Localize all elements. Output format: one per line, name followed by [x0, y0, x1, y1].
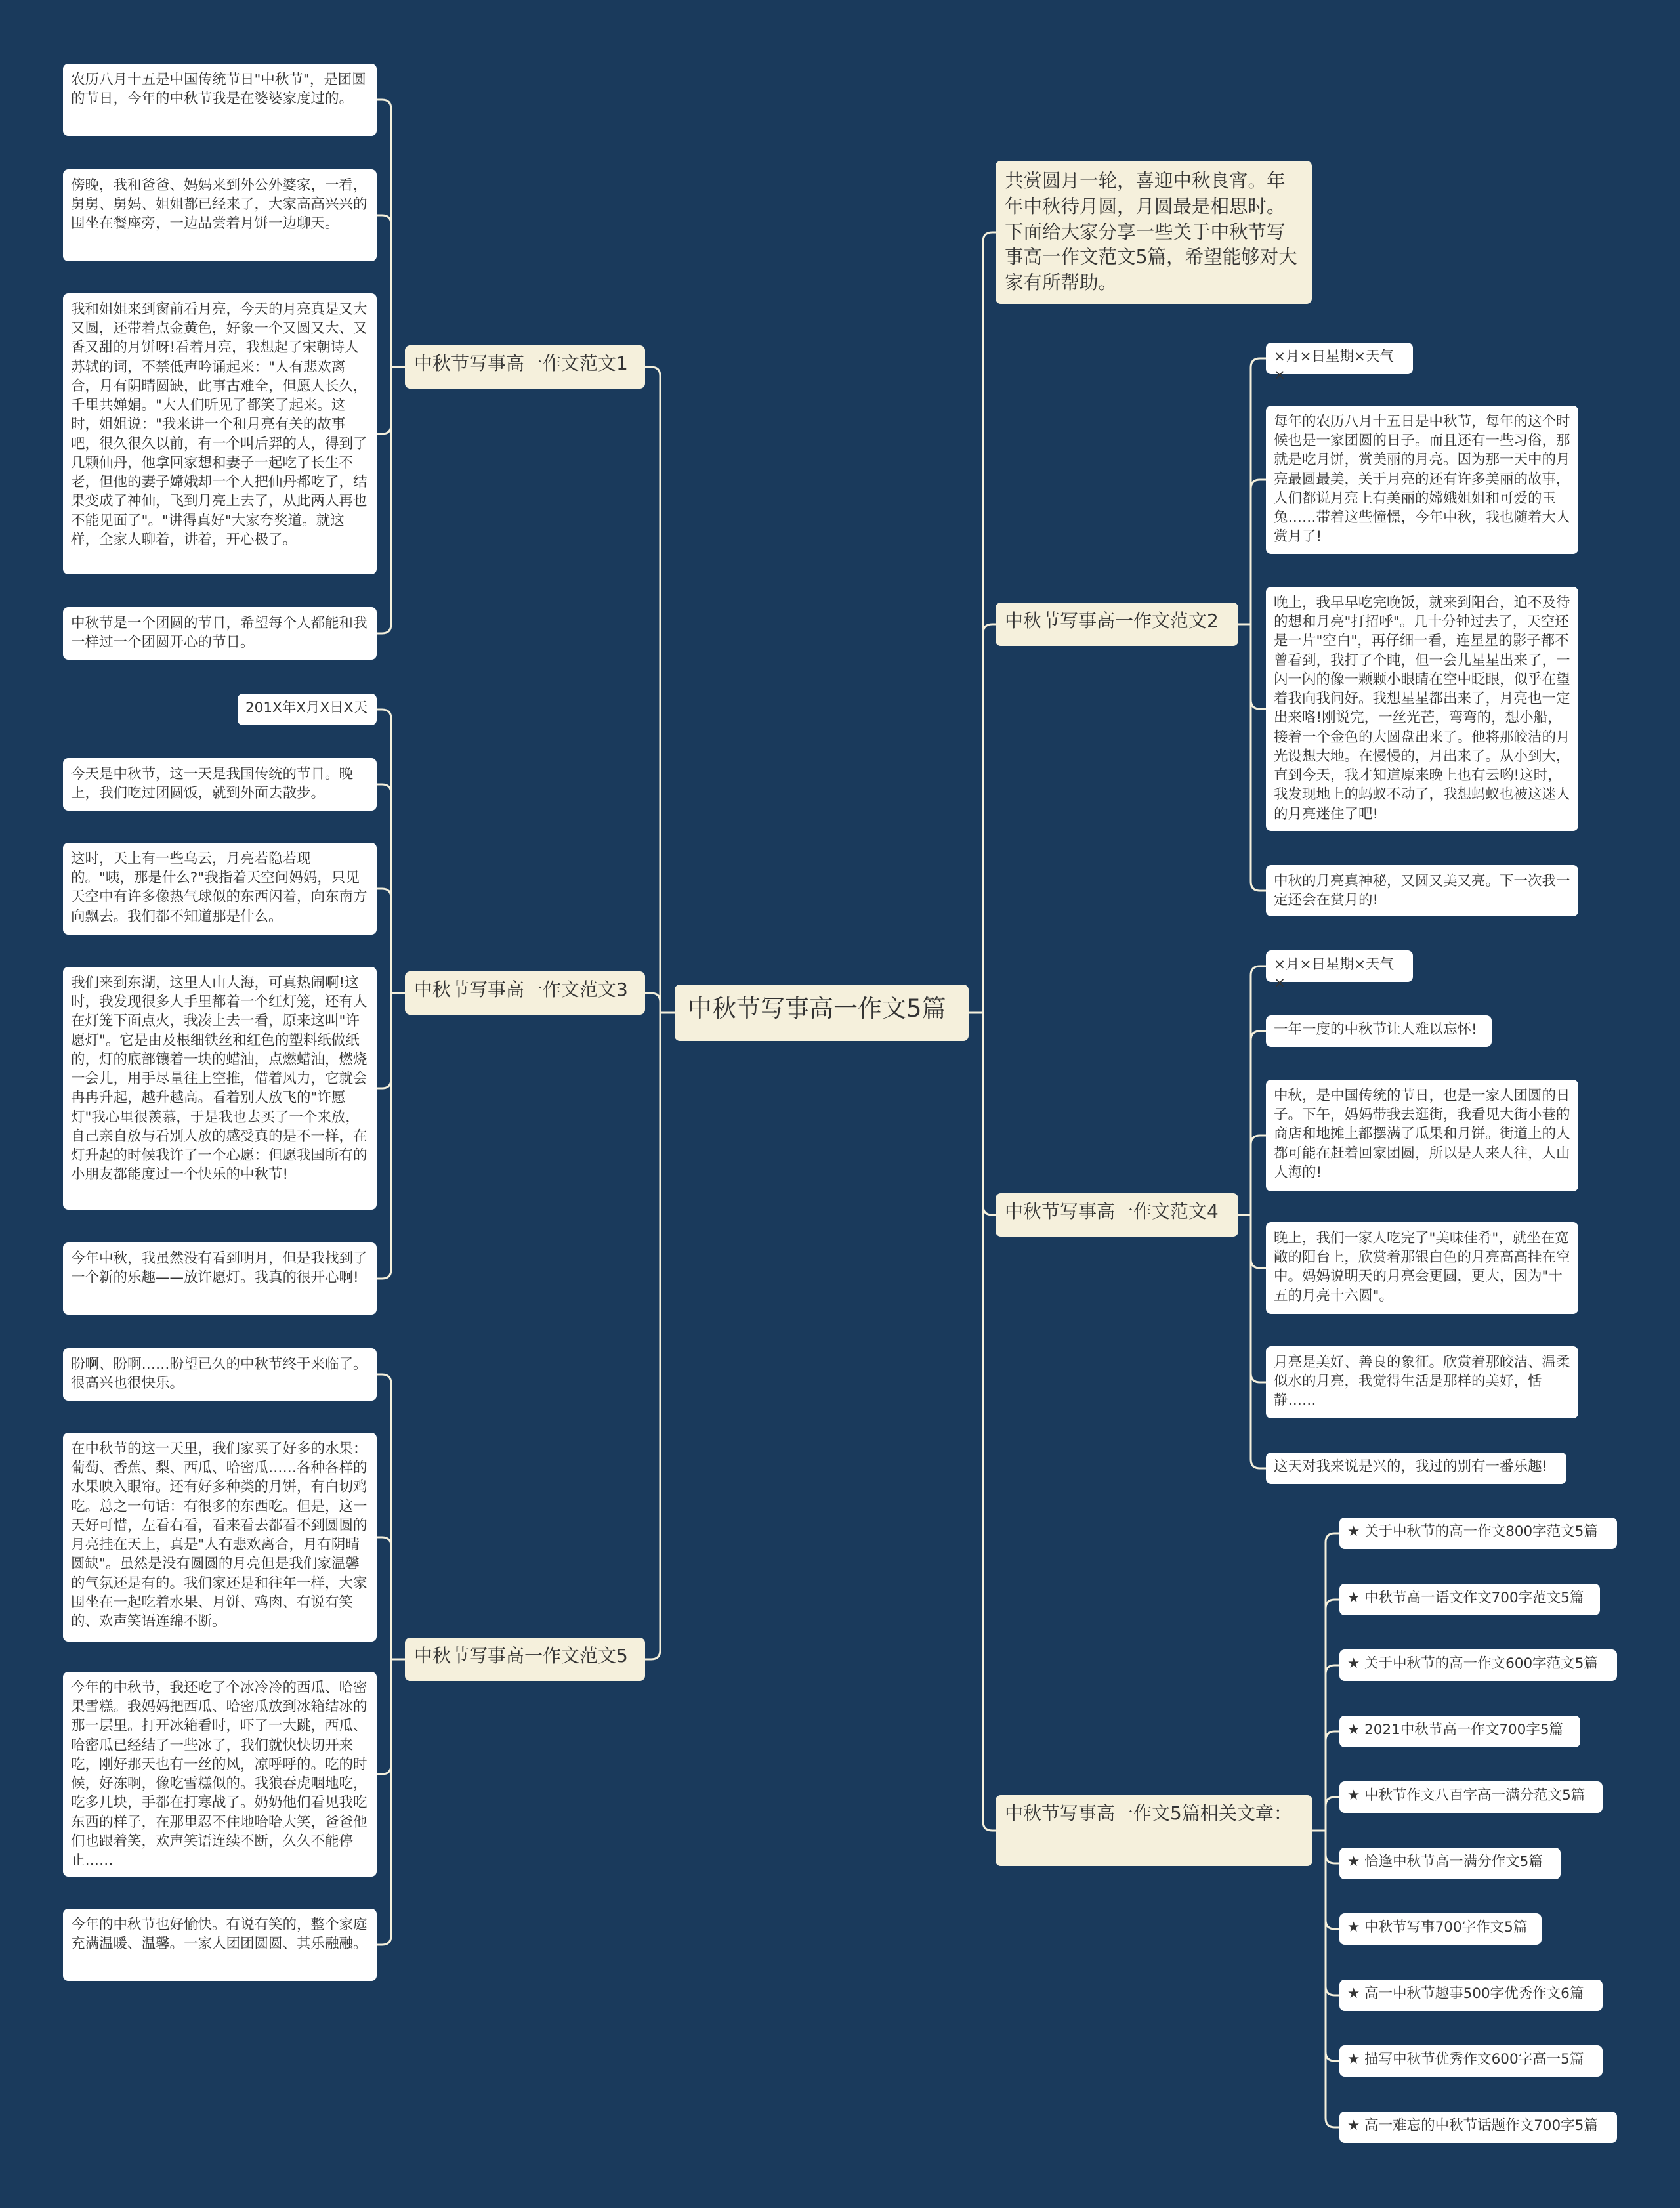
branch-1-connector-2: [377, 215, 405, 367]
branch-4-item-3[interactable]: 中秋，是中国传统的节日，也是一家人团圆的日子。下午，妈妈带我去逛街，我看见大街小巷的商店和地摊上都摆满了瓜果和月饼。街道上的人都可能在赶着回家团圆，所以是人来人往，人山人海的!: [1266, 1080, 1578, 1191]
branch-5-connector-2: [377, 1537, 405, 1659]
root-left-connector-1: [645, 367, 675, 1013]
related-title[interactable]: 中秋节写事高一作文5篇相关文章：: [996, 1795, 1312, 1866]
branch-4-connector-2: [1238, 1031, 1266, 1215]
branch-2-connector-3: [1238, 624, 1266, 709]
branch-1-item-3[interactable]: 我和姐姐来到窗前看月亮，今天的月亮真是又大又圆，还带着点金黄色，好象一个又圆又大、又香又甜的月饼呀!看着月亮，我想起了宋朝诗人苏轼的词，不禁低声吟诵起来："人有悲欢离合，月有阴晴圆缺，此事古难全，但愿人长久，千里共婵娟。"大人们听见了都笑了起来。这时，姐姐说："我来讲一个和月亮有关的故事吧，很久很久以前，有一个叫后羿的人，得到了几颗仙丹，他拿回家想和妻子一起吃了长生不老，但他的妻子嫦娥却一个人把仙丹都吃了，结果变成了神仙，飞到月亮上去了，从此两人再也不能见面了"。"讲得真好"大家夸奖道。就这样，全家人聊着，讲着，开心极了。: [63, 293, 377, 574]
branch-4-title[interactable]: 中秋节写事高一作文范文4: [996, 1193, 1238, 1237]
branch-4-item-5[interactable]: 月亮是美好、善良的象征。欣赏着那皎洁、温柔似水的月亮，我觉得生活是那样的美好，恬静……: [1266, 1346, 1578, 1418]
related-connector-5: [1312, 1797, 1339, 1831]
branch-4-item-4[interactable]: 晚上，我们一家人吃完了"美味佳肴"，就坐在宽敞的阳台上，欣赏着那银白色的月亮高高挂在空中。妈妈说明天的月亮会更圆，更大，因为"十五的月亮十六圆"。: [1266, 1222, 1578, 1314]
branch-4-item-2[interactable]: 一年一度的中秋节让人难以忘怀!: [1266, 1015, 1492, 1047]
root-left-connector-3: [645, 1013, 675, 1659]
branch-3-connector-5: [377, 993, 405, 1279]
root-right-connector-4: [969, 1013, 996, 1831]
root-right-connector-2: [969, 624, 996, 1013]
related-item-7[interactable]: ★ 中秋节写事700字作文5篇: [1339, 1913, 1542, 1945]
branch-1-item-4[interactable]: 中秋节是一个团圆的节日，希望每个人都能和我一样过一个团圆开心的节日。: [63, 607, 377, 660]
branch-1-item-2[interactable]: 傍晚，我和爸爸、妈妈来到外公外婆家，一看，舅舅、舅妈、姐姐都已经来了，大家高高兴兴的围坐在餐座旁，一边品尝着月饼一边聊天。: [63, 169, 377, 261]
branch-5-item-3[interactable]: 今年的中秋节，我还吃了个冰冷冷的西瓜、哈密果雪糕。我妈妈把西瓜、哈密瓜放到冰箱结冰的那一层里。打开冰箱看时，吓了一大跳，西瓜、哈密瓜已经结了一些冰了，我们就快快切开来吃，刚好那天也有一丝的风，凉呼呼的。吃的时候，好冻啊，像吃雪糕似的。我狼吞虎咽地吃，吃多几块，手都在打寒战了。奶奶他们看见我吃东西的样子，在那里忍不住地哈哈大笑，爸爸他们也跟着笑，欢声笑语连续不断，久久不能停止……: [63, 1672, 377, 1877]
related-item-5[interactable]: ★ 中秋节作文八百字高一满分范文5篇: [1339, 1781, 1603, 1813]
branch-4-connector-1: [1238, 966, 1266, 1215]
branch-1-item-1[interactable]: 农历八月十五是中国传统节日"中秋节"，是团圆的节日，今年的中秋节我是在婆婆家度过的。: [63, 64, 377, 136]
branch-5-item-2[interactable]: 在中秋节的这一天里，我们家买了好多的水果：葡萄、香蕉、梨、西瓜、哈密瓜……各种各样的水果映入眼帘。还有好多种类的月饼，有白切鸡吃。总之一句话：有很多的东西吃。但是，这一天好可惜，左看右看，看来看去都看不到圆圆的月亮挂在天上，真是"人有悲欢离合，月有阴晴圆缺"。虽然是没有圆圆的月亮但是我们家温馨的气氛还是有的。我们家还是和往年一样，大家围坐在一起吃着水果、月饼、鸡肉、有说有笑的、欢声笑语连绵不断。: [63, 1433, 377, 1642]
related-connector-10: [1312, 1831, 1339, 2127]
related-item-6[interactable]: ★ 恰逢中秋节高一满分作文5篇: [1339, 1848, 1561, 1879]
related-item-10[interactable]: ★ 高一难忘的中秋节话题作文700字5篇: [1339, 2112, 1617, 2143]
branch-4-connector-4: [1238, 1215, 1266, 1268]
branch-4-connector-5: [1238, 1215, 1266, 1382]
branch-4-item-1[interactable]: ×月×日星期×天气×: [1266, 950, 1413, 982]
related-item-3[interactable]: ★ 关于中秋节的高一作文600字范文5篇: [1339, 1649, 1617, 1681]
root-node[interactable]: 中秋节写事高一作文5篇: [675, 985, 969, 1041]
branch-2-item-3[interactable]: 晚上，我早早吃完晚饭，就来到阳台，迫不及待的想和月亮"打招呼"。几十分钟过去了，天空还是一片"空白"，再仔细一看，连星星的影子都不曾看到，我打了个盹，但一会儿星星出来了，一闪一闪的像一颗颗小眼睛在空中眨眼，似乎在望着我向我问好。我想星星都出来了，月亮也一定出来咯!刚说完，一丝光芒，弯弯的，想小船，接着一个金色的大圆盘出来了。他将那皎洁的月光设想大地。在慢慢的，月出来了。从小到大，直到今天，我才知道原来晚上也有云哟!这时，我发现地上的蚂蚁不动了，我想蚂蚁也被这迷人的月亮迷住了吧!: [1266, 587, 1578, 831]
branch-5-title[interactable]: 中秋节写事高一作文范文5: [405, 1638, 645, 1681]
branch-5-item-1[interactable]: 盼啊、盼啊……盼望已久的中秋节终于来临了。很高兴也很快乐。: [63, 1348, 377, 1401]
branch-2-item-1[interactable]: ×月×日星期×天气×: [1266, 343, 1413, 374]
branch-4-item-6[interactable]: 这天对我来说是兴的，我过的别有一番乐趣!: [1266, 1453, 1566, 1484]
branch-5-connector-4: [377, 1659, 405, 1945]
branch-1-title[interactable]: 中秋节写事高一作文范文1: [405, 345, 645, 389]
branch-2-item-2[interactable]: 每年的农历八月十五日是中秋节，每年的这个时候也是一家团圆的日子。而且还有一些习俗，那就是吃月饼，赏美丽的月亮。因为那一天中的月亮最圆最美，关于月亮的还有许多美丽的故事，人们都说月亮上有美丽的嫦娥姐姐和可爱的玉兔……带着这些憧憬，今年中秋，我也随着大人赏月了!: [1266, 406, 1578, 554]
branch-5-item-4[interactable]: 今年的中秋节也好愉快。有说有笑的，整个家庭充满温暖、温馨。一家人团团圆圆、其乐融融。: [63, 1909, 377, 1981]
related-item-9[interactable]: ★ 描写中秋节优秀作文600字高一5篇: [1339, 2045, 1603, 2077]
related-item-2[interactable]: ★ 中秋节高一语文作文700字范文5篇: [1339, 1584, 1600, 1615]
branch-3-item-1[interactable]: 201X年X月X日X天: [238, 694, 377, 725]
branch-3-title[interactable]: 中秋节写事高一作文范文3: [405, 971, 645, 1015]
branch-3-item-5[interactable]: 今年中秋，我虽然没有看到明月，但是我找到了一个新的乐趣——放许愿灯。我真的很开心啊!: [63, 1242, 377, 1315]
branch-2-connector-4: [1238, 624, 1266, 891]
related-item-8[interactable]: ★ 高一中秋节趣事500字优秀作文6篇: [1339, 1980, 1603, 2011]
branch-4-connector-3: [1238, 1136, 1266, 1215]
branch-2-connector-1: [1238, 358, 1266, 624]
branch-2-item-4[interactable]: 中秋的月亮真神秘，又圆又美又亮。下一次我一定还会在赏月的!: [1266, 865, 1578, 916]
branch-1-connector-4: [377, 367, 405, 633]
branch-3-item-2[interactable]: 今天是中秋节，这一天是我国传统的节日。晚上，我们吃过团圆饭，就到外面去散步。: [63, 758, 377, 811]
branch-2-title[interactable]: 中秋节写事高一作文范文2: [996, 603, 1238, 646]
branch-4-connector-6: [1238, 1215, 1266, 1468]
related-item-4[interactable]: ★ 2021中秋节高一作文700字5篇: [1339, 1716, 1580, 1747]
branch-2-connector-2: [1238, 480, 1266, 624]
related-item-1[interactable]: ★ 关于中秋节的高一作文800字范文5篇: [1339, 1518, 1617, 1549]
branch-3-item-4[interactable]: 我们来到东湖，这里人山人海，可真热闹啊!这时，我发现很多人手里都着一个红灯笼，还有人在灯笼下面点火，我凑上去一看，原来这叫"许愿灯"。它是由及根细铁丝和红色的塑料纸做纸的，灯的底部镶着一块的蜡油，点燃蜡油，燃烧一会儿，用手尽量往上空推，借着风力，它就会冉冉升起，越升越高。看着别人放飞的"许愿灯"我心里很羡慕，于是我也去买了一个来放，自己亲自放与看别人放的感受真的是不一样，在灯升起的时候我许了一个心愿：但愿我国所有的小朋友都能度过一个快乐的中秋节!: [63, 967, 377, 1210]
branch-3-connector-3: [377, 889, 405, 993]
branch-3-item-3[interactable]: 这时，天上有一些乌云，月亮若隐若现的。"咦，那是什么?"我指着天空问妈妈，只见天空中有许多像热气球似的东西闪着，向东南方向飘去。我们都不知道那是什么。: [63, 843, 377, 935]
intro-node[interactable]: 共赏圆月一轮，喜迎中秋良宵。年年中秋待月圆，月圆最是相思时。下面给大家分享一些关于中秋节写事高一作文范文5篇，希望能够对大家有所帮助。: [996, 161, 1312, 304]
